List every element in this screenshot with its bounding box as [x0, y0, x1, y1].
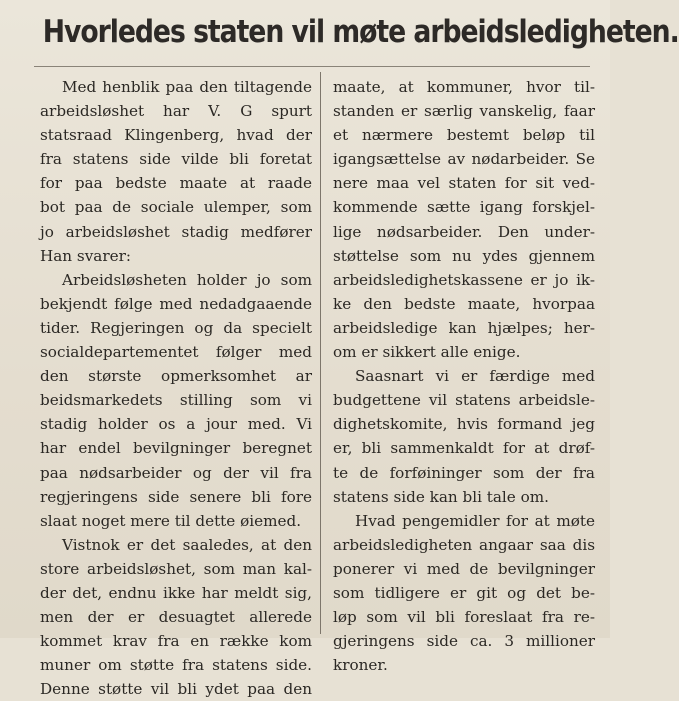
text-line: tider. Regjeringen og da specielt [40, 318, 312, 337]
text-line: Saasnart vi er færdige med [355, 367, 595, 386]
text-line: jo arbeidsløshet stadig medfører [40, 222, 312, 241]
headline: Hvorledes staten vil møte arbeidsledigheten. [42, 14, 679, 50]
text-line: slaat noget mere til dette øiemed. [40, 511, 302, 530]
text-line: har endel bevilgninger beregnet [40, 439, 312, 458]
text-line: statsraad Klingenberg, hvad der [40, 126, 312, 145]
text-line: men der er desuagtet allerede [40, 608, 312, 627]
headline-divider [34, 66, 590, 67]
left-column [40, 75, 312, 701]
text-line: Arbeidsløsheten holder jo som [62, 270, 312, 289]
text-line: der det, endnu ikke har meldt sig, [40, 583, 312, 602]
text-line: et nærmere bestemt beløp til [333, 126, 595, 145]
text-line: beidsmarkedets stilling som vi [40, 391, 312, 410]
text-line: regjeringens side senere bli fore [40, 487, 312, 506]
text-line: Med henblik paa den tiltagende [62, 78, 312, 96]
text-line: arbeidsledigheten angaar saa dis [333, 535, 595, 554]
text-line: for paa bedste maate at raade [40, 174, 312, 193]
text-line: arbeidsledige kan hjælpes; her- [333, 318, 595, 337]
text-line: store arbeidsløshet, som man kal- [40, 559, 312, 578]
text-line: Han svarer: [40, 246, 131, 265]
text-line: maate, at kommuner, hvor til- [333, 78, 595, 96]
text-line: fra statens side vilde bli foretat [40, 150, 312, 169]
text-line: igangsættelse av nødarbeider. Se [333, 150, 595, 169]
text-line: ke den bedste maate, hvorpaa [333, 294, 595, 313]
text-line: er, bli sammenkaldt for at drøf- [333, 439, 595, 458]
text-line: te de forføininger som der fra [333, 463, 595, 482]
text-line: den største opmerksomhet ar [40, 367, 312, 386]
text-line: arbeidsløshet har V. G spurt [40, 102, 312, 121]
text-line: nere maa vel staten for sit ved- [333, 174, 595, 193]
text-line: lige nødsarbeider. Den under- [333, 222, 595, 241]
text-line: kommende sætte igang forskjel- [333, 198, 595, 217]
text-line: støttelse som nu ydes gjennem [333, 246, 595, 265]
column-divider [320, 72, 321, 634]
text-line: løp som vil bli foreslaat fra re- [333, 608, 595, 627]
right-column [333, 75, 595, 677]
text-line: Denne støtte vil bli ydet paa den [40, 680, 312, 699]
text-line: bot paa de sociale ulemper, som [40, 198, 312, 217]
text-line: budgettene vil statens arbeidsle- [333, 391, 595, 410]
text-line: standen er særlig vanskelig, faar [333, 102, 595, 121]
text-line: muner om støtte fra statens side. [40, 656, 312, 675]
text-line: statens side kan bli tale om. [333, 487, 549, 506]
text-line: bekjendt følge med nedadgaaende [40, 294, 312, 313]
text-line: om er sikkert alle enige. [333, 343, 521, 362]
text-line: gjeringens side ca. 3 millioner [333, 632, 595, 651]
text-line: som tidligere er git og det be- [333, 583, 595, 602]
text-line: arbeidsledighetskassene er jo ik- [333, 270, 595, 289]
text-line: kommet krav fra en række kom [40, 632, 312, 651]
text-line: kroner. [333, 656, 388, 675]
text-line: dighetskomite, hvis formand jeg [333, 415, 595, 434]
text-line: paa nødsarbeider og der vil fra [40, 463, 312, 482]
text-line: Hvad pengemidler for at møte [355, 511, 595, 530]
text-line: socialdepartementet følger med [40, 343, 312, 362]
text-line: ponerer vi med de bevilgninger [333, 559, 595, 578]
text-line: Vistnok er det saaledes, at den [62, 535, 312, 554]
text-line: stadig holder os a jour med. Vi [40, 415, 312, 434]
